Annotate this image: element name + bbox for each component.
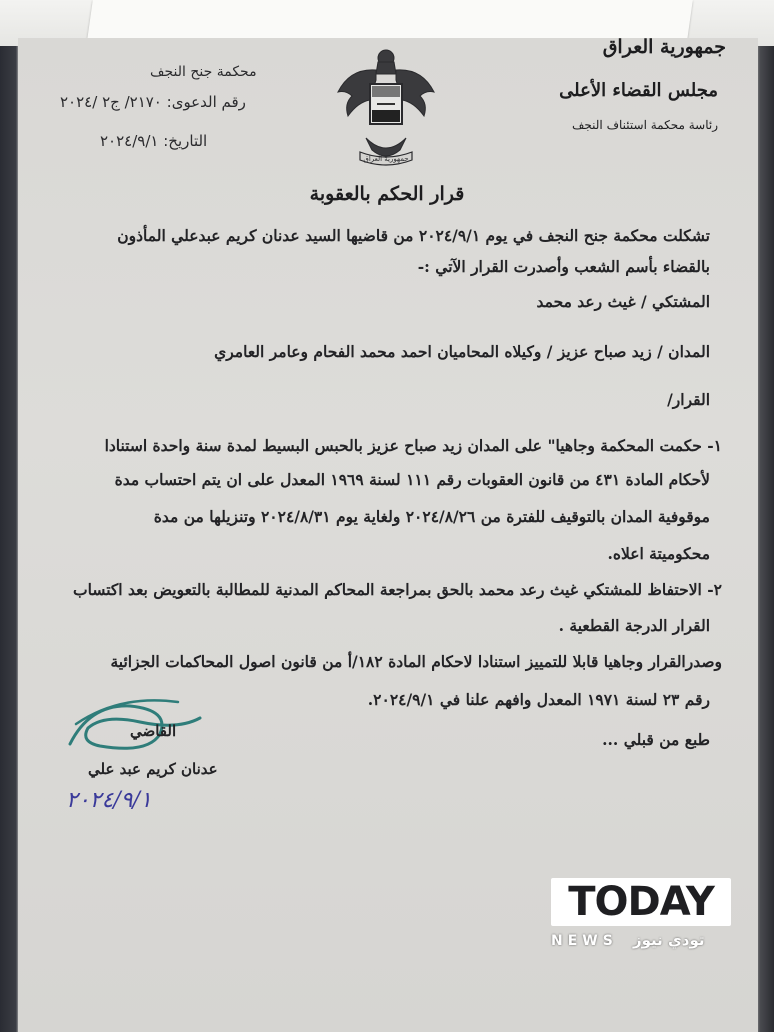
complainant-line: المشتكي / غيث رعد محمد <box>536 292 710 311</box>
item1-line-4: محكوميتة اعلاه. <box>607 544 710 563</box>
country-name: جمهورية العراق <box>602 36 726 58</box>
item2-line-1: ٢- الاحتفاظ للمشتكي غيث رعد محمد بالحق بمراجعة المحاكم المدنية للمطالبة بالتعويض بعد اكتساب <box>73 580 722 599</box>
appeal-court-presidency: رئاسة محكمة استئناف النجف <box>571 118 718 132</box>
typed-by-note: طبع من قبلي ... <box>602 730 710 749</box>
handwritten-date: ٢٠٢٤/٩/١ <box>66 788 152 813</box>
watermark-brand: TODAY <box>568 879 714 925</box>
final-line-2: رقم ٢٣ لسنة ١٩٧١ المعدل وافهم علنا في ٢٠٢٤/٩/١. <box>367 690 710 709</box>
item1-line-2: لأحكام المادة ٤٣١ من قانون العقوبات رقم ١١١ لسنة ١٩٦٩ المعدل على ان يتم احتساب مدة <box>114 470 710 489</box>
watermark-news-ar: تودي نيوز <box>633 931 705 949</box>
watermark-news-en: NEWS <box>551 933 618 949</box>
case-number: رقم الدعوى: ٢١٧٠/ ج٢ /٢٠٢٤ <box>60 93 246 111</box>
judge-name: عدنان كريم عبد علي <box>88 760 218 778</box>
iraq-eagle-emblem <box>330 40 442 172</box>
court-name: محكمة جنح النجف <box>150 64 257 80</box>
signature-title: القاضي <box>130 722 177 740</box>
item1-line-1: ١- حكمت المحكمة وجاهيا" على المدان زيد صباح عزيز بالحبس البسيط لمدة سنة واحدة استنادا <box>104 436 722 455</box>
overlapping-sheet <box>87 0 693 40</box>
document-title: قرار الحكم بالعقوبة <box>309 183 465 205</box>
item2-line-2: القرار الدرجة القطعية . <box>558 616 710 635</box>
today-news-watermark <box>551 878 733 956</box>
intro-line-2: بالقضاء بأسم الشعب وأصدرت القرار الآتي :- <box>417 257 710 276</box>
item1-line-3: موقوفية المدان بالتوقيف للفترة من ٢٠٢٤/٨/٢٦ ولغاية يوم ٢٠٢٤/٨/٣١ وتنزيلها من مدة <box>153 507 710 526</box>
document-date: التاريخ: ٢٠٢٤/٩/١ <box>100 132 208 150</box>
defendant-line: المدان / زيد صباح عزيز / وكيلاه المحاميان احمد محمد الفحام وعامر العامري <box>214 342 710 361</box>
final-line-1: وصدرالقرار وجاهيا قابلا للتمييز استنادا لاحكام المادة ١٨٢/أ من قانون اصول المحاكمات الجزائية <box>110 652 722 671</box>
decision-label: القرار/ <box>667 390 710 409</box>
council-name: مجلس القضاء الأعلى <box>559 80 718 101</box>
emblem-caption: جمهورية العراق <box>363 155 409 163</box>
intro-line-1: تشكلت محكمة جنح النجف في يوم ٢٠٢٤/٩/١ من قاضيها السيد عدنان كريم عبدعلي المأذون <box>117 226 710 245</box>
